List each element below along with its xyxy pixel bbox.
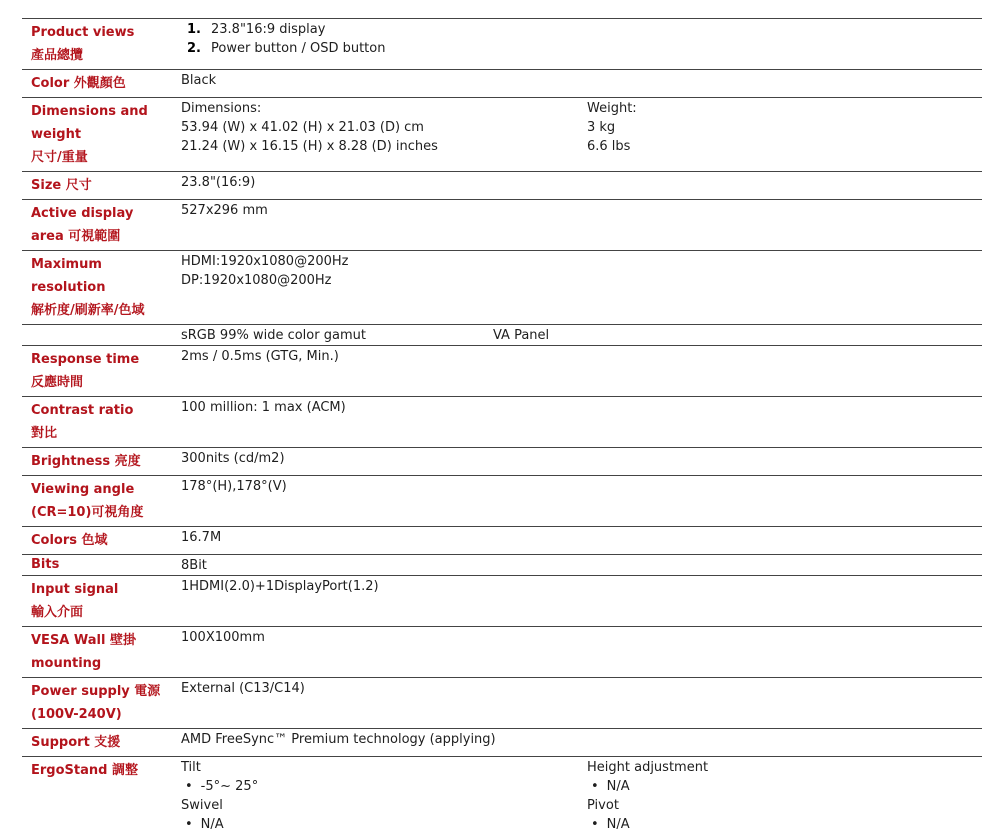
label-line: 輸入介面 — [31, 605, 84, 620]
spec-table — [22, 18, 982, 834]
spec-row-response — [22, 346, 982, 397]
row-value: 300nits (cd/m2) — [181, 451, 285, 466]
row-label — [22, 251, 181, 324]
label-line: mounting — [31, 656, 102, 671]
weight-title: Weight: — [587, 101, 637, 116]
label-line: Brightness 亮度 — [31, 454, 141, 469]
label-line: Dimensions and — [31, 104, 148, 119]
row-value: 1HDMI(2.0)+1DisplayPort(1.2) — [181, 579, 379, 594]
row-label — [22, 200, 181, 250]
swivel-title: Swivel — [181, 798, 223, 813]
row-label — [22, 397, 181, 447]
row-label — [22, 678, 181, 728]
list-item: • -5°~ 25° — [185, 777, 982, 796]
label-line: Power supply 電源 — [31, 684, 161, 699]
label-line: 尺寸/重量 — [31, 150, 88, 165]
label-line: Support 支援 — [31, 735, 121, 750]
dimensions-cm: 53.94 (W) x 41.02 (H) x 21.03 (D) cm — [181, 120, 424, 135]
label-line: area 可視範圍 — [31, 229, 121, 244]
spec-row-bits — [22, 555, 982, 576]
height-list — [587, 777, 708, 796]
resolution-hdmi: HDMI:1920x1080@200Hz — [181, 254, 349, 269]
row-value: 8Bit — [181, 558, 207, 573]
label-line: 解析度/刷新率/色域 — [31, 303, 145, 318]
row-value: 16.7M — [181, 530, 222, 545]
list-item: • N/A — [185, 815, 982, 834]
tilt-title: Tilt — [181, 760, 201, 775]
spec-row-dimensions — [22, 98, 982, 172]
row-value: 100 million: 1 max (ACM) — [181, 400, 346, 415]
label-line: weight — [31, 127, 82, 142]
row-value: 527x296 mm — [181, 203, 268, 218]
spec-row-input — [22, 576, 982, 627]
weight-lbs: 6.6 lbs — [587, 139, 631, 154]
row-value: 100X100mm — [181, 630, 265, 645]
panel-type: VA Panel — [493, 328, 550, 343]
views-list — [181, 20, 982, 58]
row-label — [22, 98, 181, 171]
row-label — [22, 527, 181, 554]
row-value: Black — [181, 73, 217, 88]
label-line: 對比 — [31, 426, 58, 441]
row-value: 2ms / 0.5ms (GTG, Min.) — [181, 349, 339, 364]
weight-block — [587, 99, 637, 156]
pivot-title: Pivot — [587, 798, 619, 813]
label-line: ErgoStand 調整 — [31, 763, 138, 778]
spec-row-colors — [22, 527, 982, 555]
row-label — [22, 476, 181, 526]
dimensions-inches: 21.24 (W) x 16.15 (H) x 8.28 (D) inches — [181, 139, 438, 154]
spec-row-support — [22, 729, 982, 757]
row-label — [22, 70, 181, 97]
row-value — [181, 98, 982, 171]
weight-kg: 3 kg — [587, 120, 616, 135]
spec-row-vesa — [22, 627, 982, 678]
row-value: 23.8"(16:9) — [181, 175, 256, 190]
row-label — [22, 555, 181, 575]
spec-row-power — [22, 678, 982, 729]
tilt-list — [181, 777, 982, 796]
gamut-value: sRGB 99% wide color gamut — [181, 328, 366, 343]
label-line: Input signal — [31, 582, 119, 597]
height-pivot-block — [587, 758, 708, 834]
row-value — [181, 325, 982, 345]
label-line: Viewing angle — [31, 482, 135, 497]
pivot-list — [587, 815, 708, 834]
spec-row-active-area — [22, 200, 982, 251]
spec-row-product-views — [22, 19, 982, 70]
label-line: (100V-240V) — [31, 707, 122, 722]
row-label — [22, 576, 181, 626]
row-label — [22, 172, 181, 199]
spec-row-contrast — [22, 397, 982, 448]
label-line: 產品總攬 — [31, 48, 84, 63]
spec-row-brightness — [22, 448, 982, 476]
spec-row-gamut — [22, 325, 982, 346]
row-label — [22, 19, 181, 69]
label-line: Color 外觀顏色 — [31, 76, 126, 91]
label-line: Maximum — [31, 257, 102, 272]
list-item: Power button / OSD button — [211, 41, 386, 56]
resolution-dp: DP:1920x1080@200Hz — [181, 273, 332, 288]
dimensions-title: Dimensions: — [181, 101, 262, 116]
row-label — [22, 346, 181, 396]
row-label — [22, 627, 181, 677]
row-value — [181, 251, 982, 324]
height-title: Height adjustment — [587, 760, 709, 775]
spec-row-ergostand — [22, 757, 982, 834]
label-line: Response time — [31, 352, 140, 367]
label-line: Size 尺寸 — [31, 178, 92, 193]
label-line: (CR=10)可視角度 — [31, 505, 144, 520]
list-item: • N/A — [591, 777, 708, 796]
list-item: 23.8"16:9 display — [211, 22, 326, 37]
spec-row-resolution — [22, 251, 982, 325]
label-line: 反應時間 — [31, 375, 84, 390]
label-line: VESA Wall 壁掛 — [31, 633, 136, 648]
label-line: Contrast ratio — [31, 403, 134, 418]
row-value — [181, 19, 982, 69]
row-label — [22, 757, 181, 834]
row-value: External (C13/C14) — [181, 681, 305, 696]
row-label-empty — [22, 325, 181, 345]
spec-row-size — [22, 172, 982, 200]
row-value: 178°(H),178°(V) — [181, 479, 287, 494]
row-value — [181, 757, 982, 834]
label-line: Product views — [31, 25, 135, 40]
label-line: Active display — [31, 206, 134, 221]
row-label — [22, 448, 181, 475]
row-value: AMD FreeSync™ Premium technology (applying) — [181, 732, 496, 747]
label-line: Bits — [31, 557, 60, 572]
label-line: resolution — [31, 280, 106, 295]
spec-row-viewing-angle — [22, 476, 982, 527]
list-item: • N/A — [591, 815, 708, 834]
row-label — [22, 729, 181, 756]
label-line: Colors 色域 — [31, 533, 108, 548]
spec-row-color — [22, 70, 982, 98]
swivel-list — [181, 815, 982, 834]
